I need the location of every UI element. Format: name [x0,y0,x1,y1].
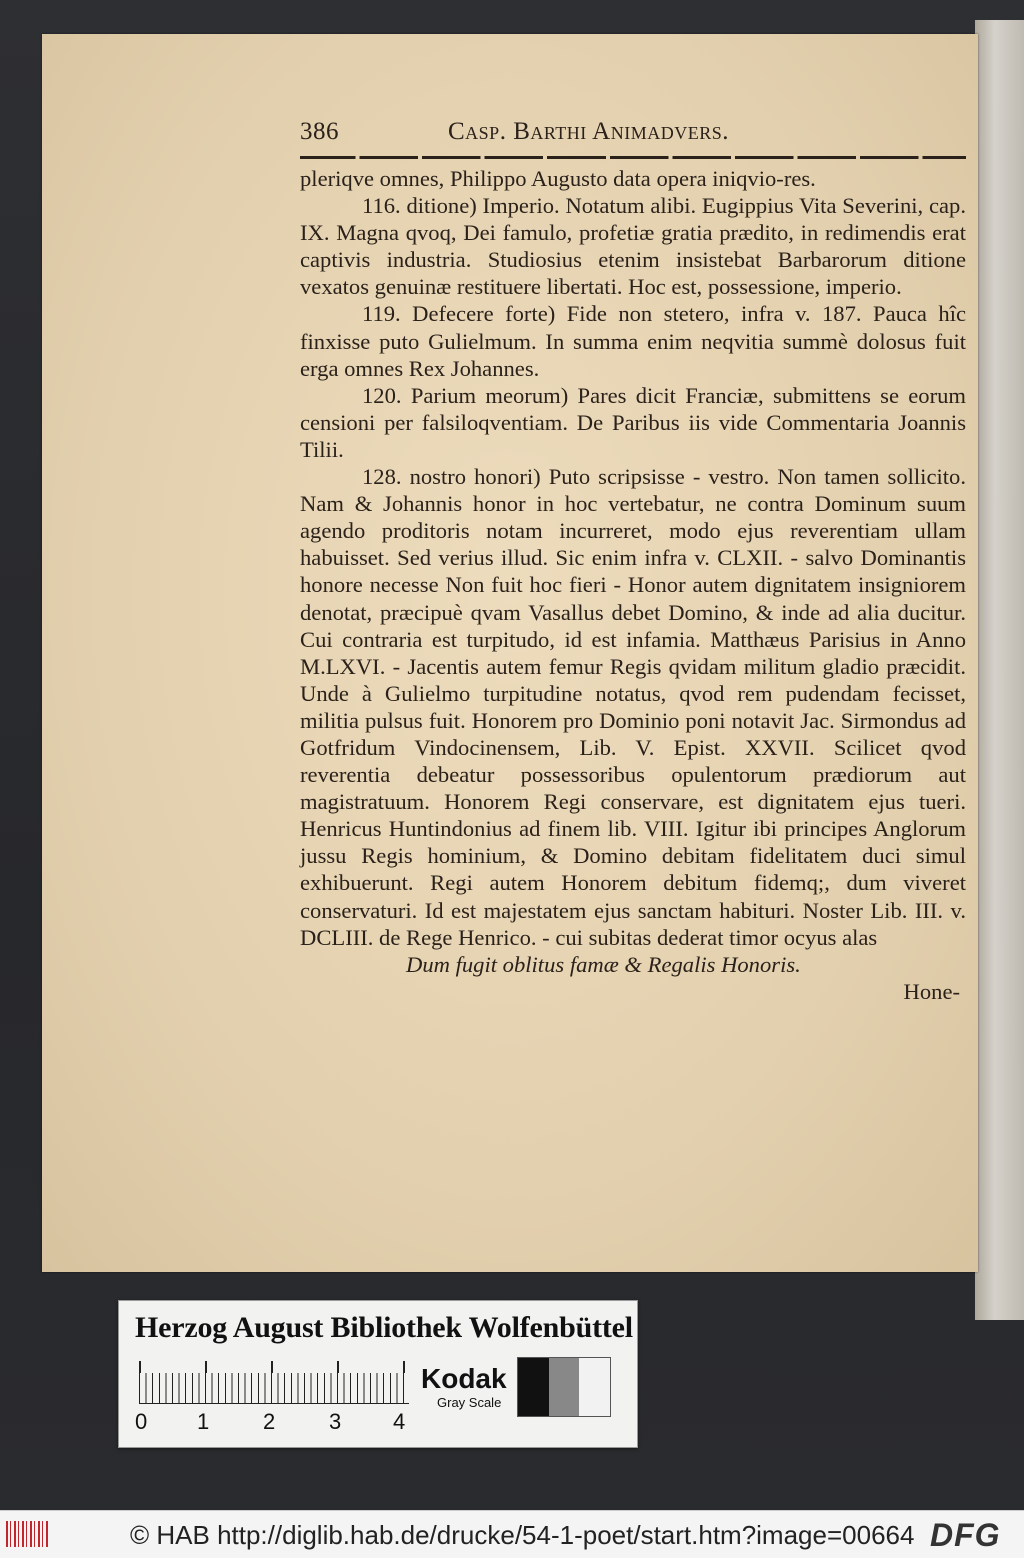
page-content [300,114,966,1005]
paragraph: 120. Parium meorum) Pares dicit Franciæ, submittens se eorum censioni per falsiloqventiam. De Paribus iis vide Commentaria Joannis Tilii. [300,382,966,462]
catchword: Hone- [903,978,960,1004]
library-name: Herzog August Bibliothek Wolfenbüttel [135,1311,633,1344]
paragraph: pleriqve omnes, Philippo Augusto data opera iniqvio-res. [300,166,816,191]
ruler-tick-label: 1 [197,1409,210,1434]
running-head [300,114,966,156]
ruler-tick-label: 3 [329,1409,342,1434]
swatch-black [518,1358,549,1416]
dfg-logo: DFG [930,1517,1001,1553]
next-page-edge [975,20,1024,1320]
swatch-white [579,1358,610,1416]
running-title: Casp. Barthi Animadvers. [448,118,729,145]
color-reference-card [118,1300,638,1448]
ruler-tick-label: 2 [263,1409,276,1434]
footer-bar [0,1510,1024,1558]
gray-scale-label: Gray Scale [437,1395,502,1410]
ruler-tick-label: 4 [393,1409,406,1434]
paragraph: 128. nostro honori) Puto scripsisse - vestro. Non tamen sollicito. Nam & Johannis honor in hoc vertebatur, ne contra Dominum suum agendo proditoris notam incurreret, modo ejus reverentiam ullam habuisset. Sed verius illud. Sic enim infra v. CLXII. - salvo Dominantis honore necesse Non fuit hoc fieri - Honor autem dignitatem insigniorem denotat, præcipuè qvam Vasallus debet Domino, & inde ad alia ducitur. Cui contraria est turpitudo, id est infamia. Matthæus Parisius in Anno M.LXVI. - Jacentis autem femur Regis qvidam militum gladio præcidit. Unde à Gulielmo turpitudine notatus, qvod rem pudendam fecisset, militia pulsus fuit. Honorem pro Dominio poni notavit Jac. Sirmondus ad Gotfridum Vindocinensem, Lib. V. Epist. XXVII. Scilicet qvod reverentia debeatur possessoribus opulentorum prædiorum aut magistratuum. Honorem Regi conservare, est dignitatem ejus tueri. Henricus Huntindonius ad finem lib. VIII. Igitur ibi principes Anglorum jussu Regis hominium, & Domino debitam fidelitatem duci simul exhibuerunt. Regi autem Honorem debitum fidemq;, dum viveret conservaturi. Id est majestatem ejus sanctam habituri. Noster Lib. III. v. DCLIII. de Rege Henrico. - cui subitas dederat timor ocyus alas [300,464,966,950]
measure-ruler [139,1373,409,1404]
body-text [300,165,966,1005]
source-url[interactable]: © HAB http://diglib.hab.de/drucke/54-1-poet/start.htm?image=00664 [130,1520,915,1550]
verse-line: Dum fugit oblitus famæ & Regalis Honoris. [406,951,801,977]
paragraph: 116. ditione) Imperio. Notatum alibi. Eugippius Vita Severini, cap. IX. Magna qvoq, Dei famulo, profetiæ gratia prædito, in redimendis erat captivis industria. Studiosius etenim insistebat Barbarorum ditione vexatos genuinæ restituere libertati. Hoc est, possessione, imperio. [300,193,966,300]
ruler-tick-label: 0 [135,1409,148,1434]
kodak-logo: Kodak [421,1363,507,1394]
page-number: 386 [300,118,339,145]
barcode-icon [6,1521,48,1547]
head-rule [300,156,966,159]
paragraph: 119. Defecere forte) Fide non stetero, infra v. 187. Pauca hîc finxisse puto Gulielmum. In summa enim neqvitia summè dolosus fuit erga omnes Rex Johannes. [300,301,966,381]
book-page [42,34,978,1272]
swatch-gray [549,1358,580,1416]
gray-swatches [517,1357,611,1417]
